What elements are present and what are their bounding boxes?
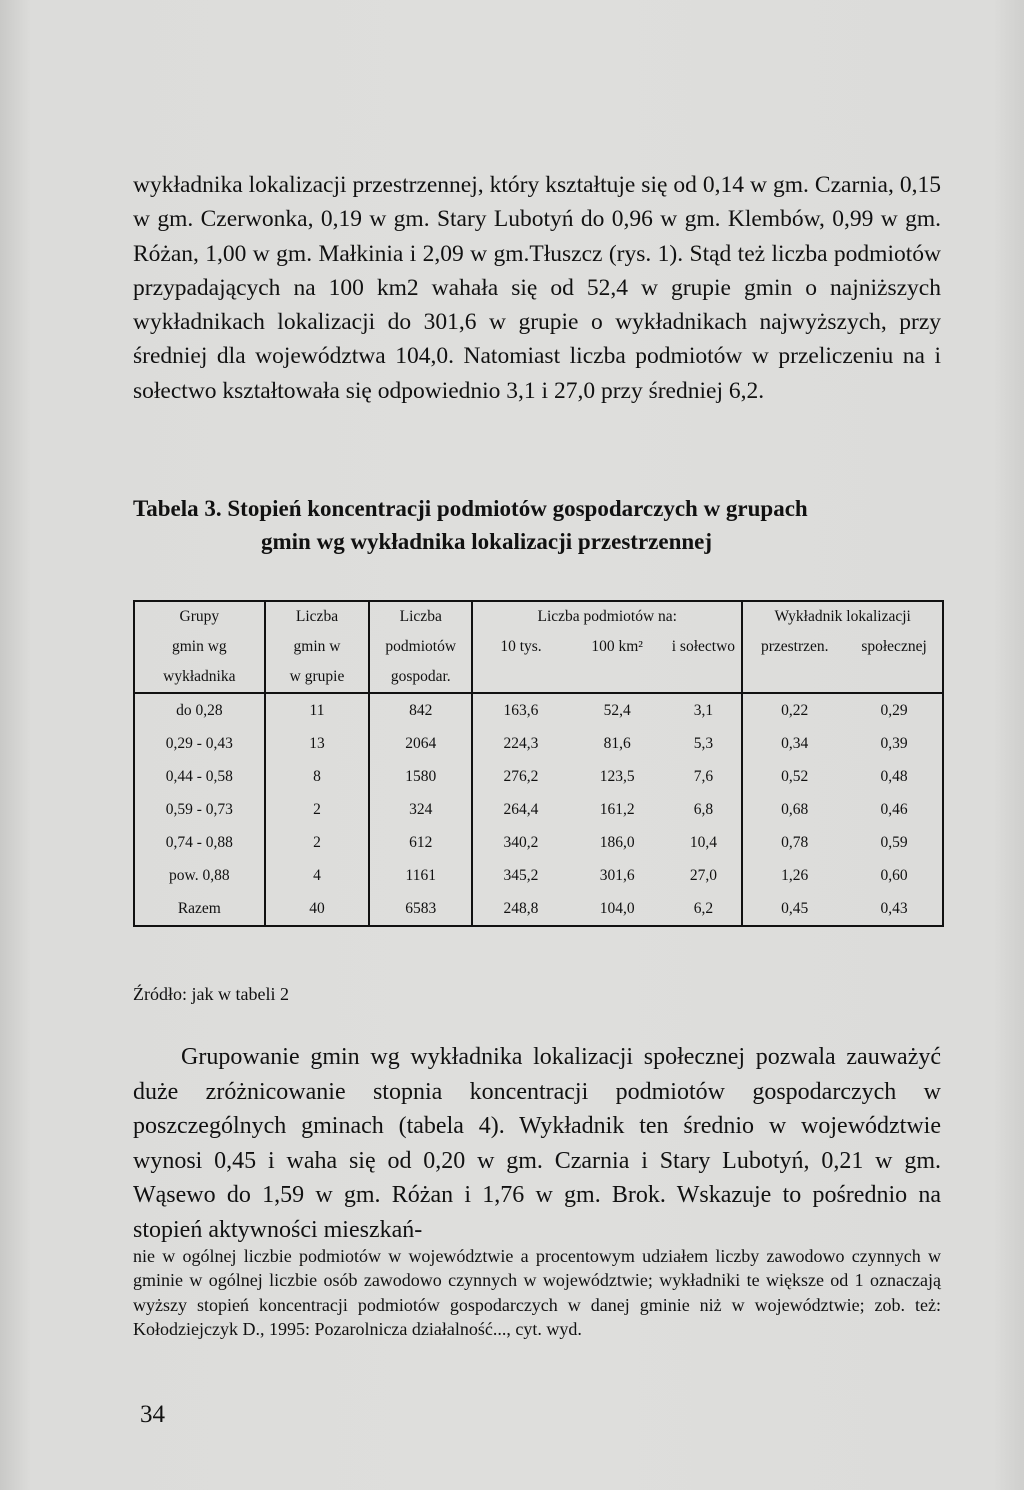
footnote-paragraph: nie w ogólnej liczbie podmiotów w województwie a procentowym udziałem liczby zawodowo czynnych w gminie w ogólnej liczbie osób zawodowo czynnych w województwie; wykładniki te większe od 1 oznaczają wyższy stopień koncentracji podmiotów gospodarczych w danej gminie niż w województwie; zob. też: Kołodziejczyk D., 1995: Pozarolnicza działalność..., cyt. wyd. (133, 1246, 941, 1340)
header-spatial: przestrzen. (742, 632, 846, 662)
table-cell: 0,48 (846, 760, 943, 793)
table-cell: 186,0 (599, 833, 635, 851)
table-cell: 4 (265, 859, 370, 892)
table-cell: 842 (369, 693, 472, 727)
table-caption (133, 492, 941, 558)
table-cell: 0,68 (742, 793, 846, 826)
table-cell: 264,4 (472, 793, 569, 826)
table-source: Źródło: jak w tabeli 2 (133, 984, 289, 1004)
table-cell: 104,0 (569, 892, 666, 926)
table-cell: 612 (369, 826, 472, 859)
table-cell: pow. 0,88 (134, 859, 265, 892)
table-row (134, 760, 943, 793)
header-col3-line1: Liczba (369, 601, 472, 632)
table-cell: 0,34 (742, 727, 846, 760)
table-row (134, 727, 943, 760)
table-cell: 0,46 (846, 793, 943, 826)
table-cell: 2064 (369, 727, 472, 760)
header-group-subjects-per: Liczba podmiotów na: (472, 601, 742, 632)
table-cell: 10,4 (689, 833, 717, 851)
table-caption-title-line2: gmin wg wykładnika lokalizacji przestrzennej (261, 529, 713, 554)
table-cell: 11 (265, 693, 370, 727)
table-cell: 81,6 (603, 734, 631, 752)
header-col3-line3: gospodar. (369, 662, 472, 693)
table-cell: 276,2 (472, 760, 569, 793)
table-row (134, 693, 943, 727)
table-cell: 123,5 (599, 767, 635, 785)
table-cell: 0,22 (742, 693, 846, 727)
table-cell: 345,2 (472, 859, 569, 892)
table-cell: 248,8 (472, 892, 569, 926)
table-cell: 0,59 - 0,73 (134, 793, 265, 826)
table-cell: 161,2 (599, 800, 635, 818)
table-cell: 163,6 (472, 693, 569, 727)
table-cell: 13 (265, 727, 370, 760)
table-cell: 3,1 (693, 701, 714, 719)
table-cell: 0,52 (742, 760, 846, 793)
header-per-10k: 10 tys. (472, 632, 569, 662)
data-table (133, 600, 944, 927)
table-cell: 0,78 (742, 826, 846, 859)
table-cell: 2 (265, 793, 370, 826)
table-cell: 0,60 (846, 859, 943, 892)
table-cell: 340,2 (472, 826, 569, 859)
header-col2-line2: gmin w (265, 632, 370, 662)
header-col2-line3: w grupie (265, 662, 370, 693)
header-col3-line2: podmiotów (369, 632, 472, 662)
table-cell: 6583 (369, 892, 472, 926)
table-cell: do 0,28 (134, 693, 265, 727)
table-cell: 0,74 - 0,88 (134, 826, 265, 859)
table-caption-title-line1: Stopień koncentracji podmiotów gospodarczych w grupach (227, 496, 808, 521)
table-row (134, 859, 943, 892)
table-cell: 0,59 (846, 826, 943, 859)
table-cell: Razem (134, 892, 265, 926)
header-col2-line1: Liczba (265, 601, 370, 632)
table-cell: 0,45 (742, 892, 846, 926)
table-cell: 7,6 (693, 767, 714, 785)
table-caption-label: Tabela 3. (133, 496, 222, 521)
table-cell: 224,3 (472, 727, 569, 760)
table-cell: 1,26 (742, 859, 846, 892)
header-col1-line3: wykładnika (134, 662, 265, 693)
body-paragraph-1: wykładnika lokalizacji przestrzennej, który kształtuje się od 0,14 w gm. Czarnia, 0,15 w gm. Czerwonka, 0,19 w gm. Stary Lubotyń do 0,96 w gm. Klembów, 0,99 w gm. Różan, 1,00 w gm. Małkinia i 2,09 w gm.Tłuszcz (rys. 1). Stąd też liczba podmiotów przypadających na 100 km2 wahała się od 52,4 w grupie gmin o najniższych wykładnikach lokalizacji do 301,6 w grupie o wykładnikach najwyższych, przy średniej dla województwa 104,0. Natomiast liczba podmiotów w przeliczeniu na i sołectwo kształtowała się odpowiednio 3,1 i 27,0 przy średniej 6,2. (133, 172, 941, 404)
header-social: społecznej (846, 632, 943, 662)
table-cell: 8 (265, 760, 370, 793)
table-cell: 324 (369, 793, 472, 826)
table-cell: 0,29 (846, 693, 943, 727)
table-cell: 40 (265, 892, 370, 926)
table-cell: 27,0 (689, 866, 717, 884)
header-col1-line2: gmin wg (134, 632, 265, 662)
table-cell: 0,39 (846, 727, 943, 760)
table-row (134, 793, 943, 826)
header-col1-line1: Grupy (134, 601, 265, 632)
table-cell: 6,2 (665, 892, 742, 926)
body-paragraph-2: Grupowanie gmin wg wykładnika lokalizacji społecznej pozwala zauważyć duże zróżnicowanie stopnia koncentracji podmiotów gospodarczych w poszczególnych gminach (tabela 4). Wykładnik ten średnio w województwie wynosi 0,45 i waha się od 0,20 w gm. Czarnia i Stary Lubotyń, 0,21 w gm. Wąsewo do 1,59 w gm. Różan i 1,76 w gm. Brok. Wskazuje to pośrednio na stopień aktywności mieszkań- (133, 1044, 941, 1243)
page-number: 34 (140, 1401, 165, 1428)
header-group-location-index: Wykładnik lokalizacji (742, 601, 943, 632)
table-cell: 1580 (369, 760, 472, 793)
table-cell: 0,43 (846, 892, 943, 926)
header-per-100km2: 100 km² (591, 638, 643, 655)
table-row (134, 826, 943, 859)
table-cell: 1161 (369, 859, 472, 892)
table-cell: 6,8 (693, 800, 714, 818)
table-row (134, 892, 943, 926)
table-cell: 2 (265, 826, 370, 859)
table-cell: 0,29 - 0,43 (134, 727, 265, 760)
header-per-village: i sołectwo (671, 638, 736, 655)
table-cell: 5,3 (693, 734, 714, 752)
table-cell: 301,6 (599, 866, 635, 884)
table-cell: 52,4 (603, 701, 631, 719)
table-cell: 0,44 - 0,58 (134, 760, 265, 793)
